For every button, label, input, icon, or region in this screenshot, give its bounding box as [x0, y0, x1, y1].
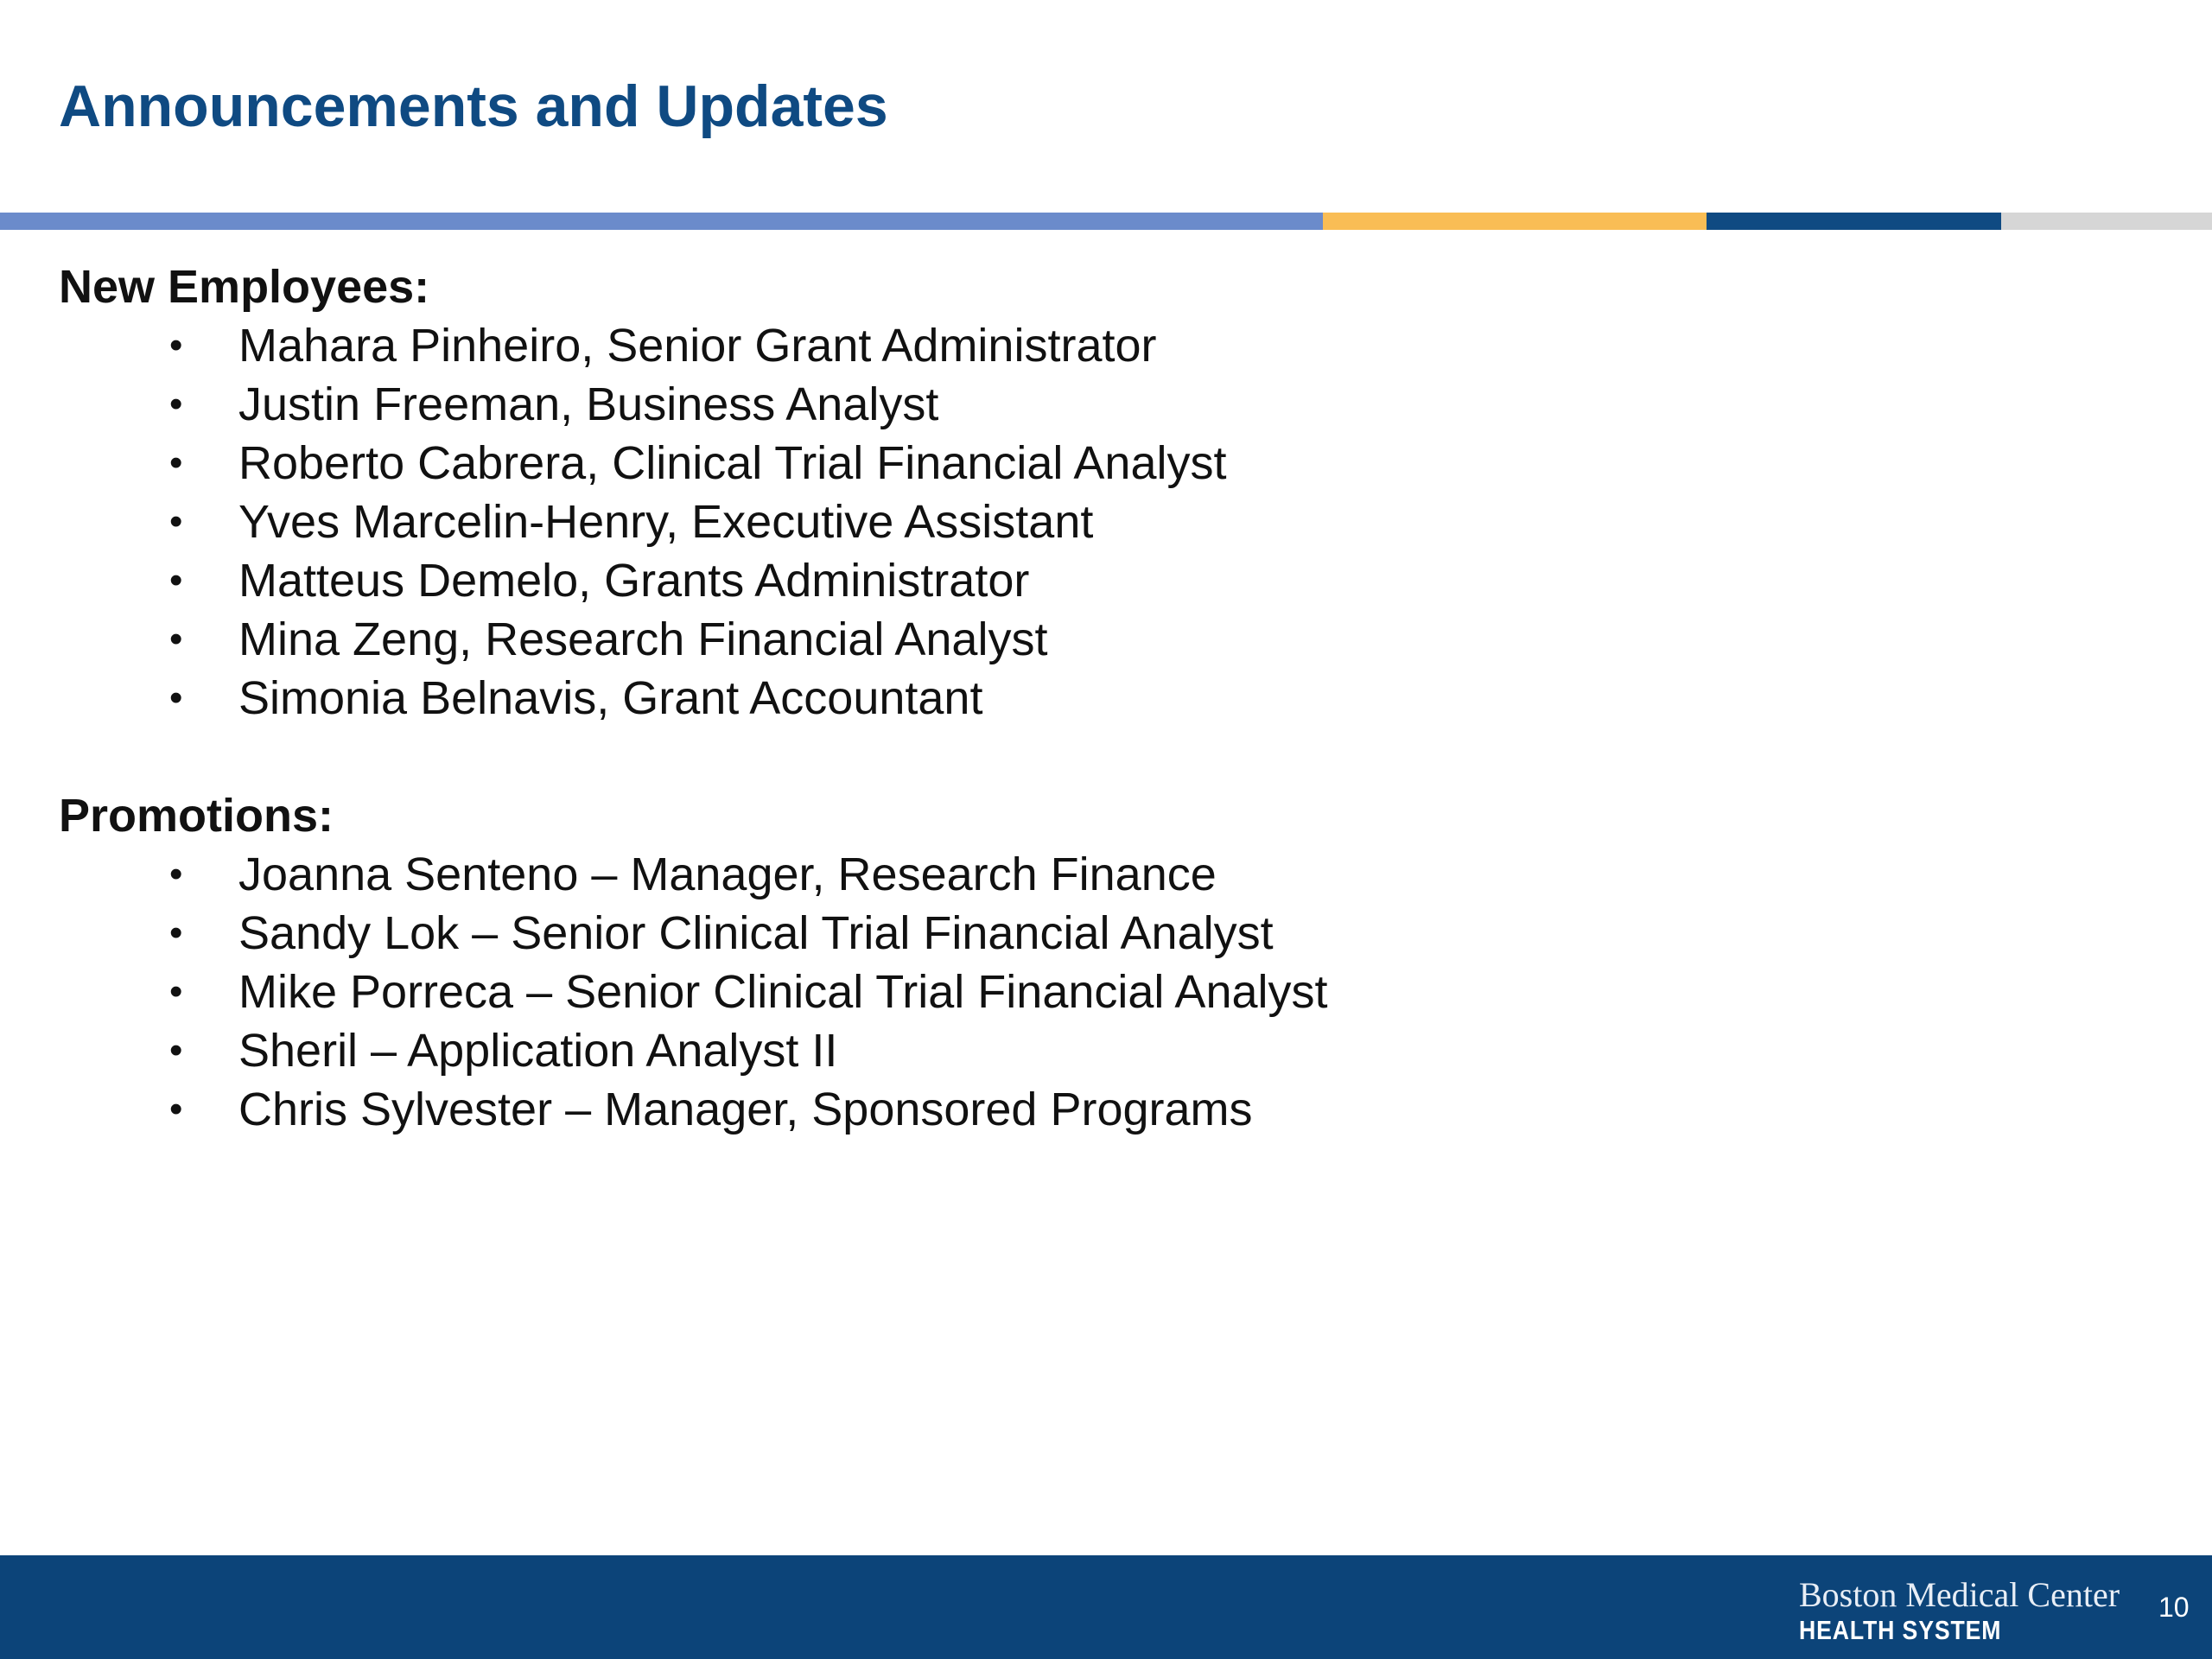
bullet-icon: • [169, 559, 183, 601]
list-item-text: Justin Freeman, Business Analyst [238, 378, 939, 430]
list-item [59, 493, 2046, 551]
bullet-icon: • [169, 618, 183, 660]
bullet-icon: • [169, 1088, 183, 1130]
new-employees-list [59, 316, 2046, 728]
list-item [59, 669, 2046, 728]
list-item-text: Mike Porreca – Senior Clinical Trial Financial Analyst [238, 966, 1328, 1018]
section-spacer [59, 728, 2046, 786]
section-heading-promotions: Promotions: [59, 790, 334, 842]
slide-title: Announcements and Updates [59, 73, 888, 139]
list-item-text: Simonia Belnavis, Grant Accountant [238, 672, 983, 724]
list-item-text: Mina Zeng, Research Financial Analyst [238, 613, 1048, 665]
bullet-icon: • [169, 1029, 183, 1071]
bullet-icon: • [169, 324, 183, 366]
page-number: 10 [2158, 1592, 2190, 1623]
list-item [59, 904, 2046, 963]
list-item-text: Sandy Lok – Senior Clinical Trial Financial Analyst [238, 907, 1274, 959]
accent-segment-gold [1323, 213, 1707, 230]
bullet-icon: • [169, 677, 183, 719]
list-item [59, 963, 2046, 1021]
list-item [59, 845, 2046, 904]
bullet-icon: • [169, 500, 183, 543]
logo-subtitle: HEALTH SYSTEM [1799, 1615, 2002, 1645]
section-heading-new-employees: New Employees: [59, 261, 430, 313]
list-item-text: Yves Marcelin-Henry, Executive Assistant [238, 496, 1094, 548]
list-item-text: Joanna Senteno – Manager, Research Finance [238, 849, 1217, 900]
list-item-text: Sheril – Application Analyst II [238, 1025, 838, 1077]
list-item-text: Roberto Cabrera, Clinical Trial Financial Analyst [238, 437, 1227, 489]
list-item-text: Chris Sylvester – Manager, Sponsored Programs [238, 1084, 1253, 1135]
list-item [59, 1021, 2046, 1080]
bullet-icon: • [169, 383, 183, 425]
bullet-icon: • [169, 442, 183, 484]
list-item [59, 434, 2046, 493]
list-item [59, 375, 2046, 434]
list-item [59, 316, 2046, 375]
bullet-icon: • [169, 853, 183, 895]
list-item-text: Mahara Pinheiro, Senior Grant Administrator [238, 320, 1157, 372]
accent-bar [0, 213, 2212, 230]
logo-name: Boston Medical Center [1799, 1575, 2120, 1614]
promotions-list [59, 845, 2046, 1139]
list-item [59, 610, 2046, 669]
accent-segment-gray [2001, 213, 2212, 230]
bullet-icon: • [169, 970, 183, 1013]
slide-content [59, 257, 2046, 1139]
list-item-text: Matteus Demelo, Grants Administrator [238, 555, 1030, 607]
list-item [59, 551, 2046, 610]
accent-segment-navy [1707, 213, 2001, 230]
organization-logo [1799, 1576, 2120, 1647]
list-item [59, 1080, 2046, 1139]
bullet-icon: • [169, 912, 183, 954]
accent-segment-blue [0, 213, 1323, 230]
footer-bar [0, 1555, 2212, 1659]
